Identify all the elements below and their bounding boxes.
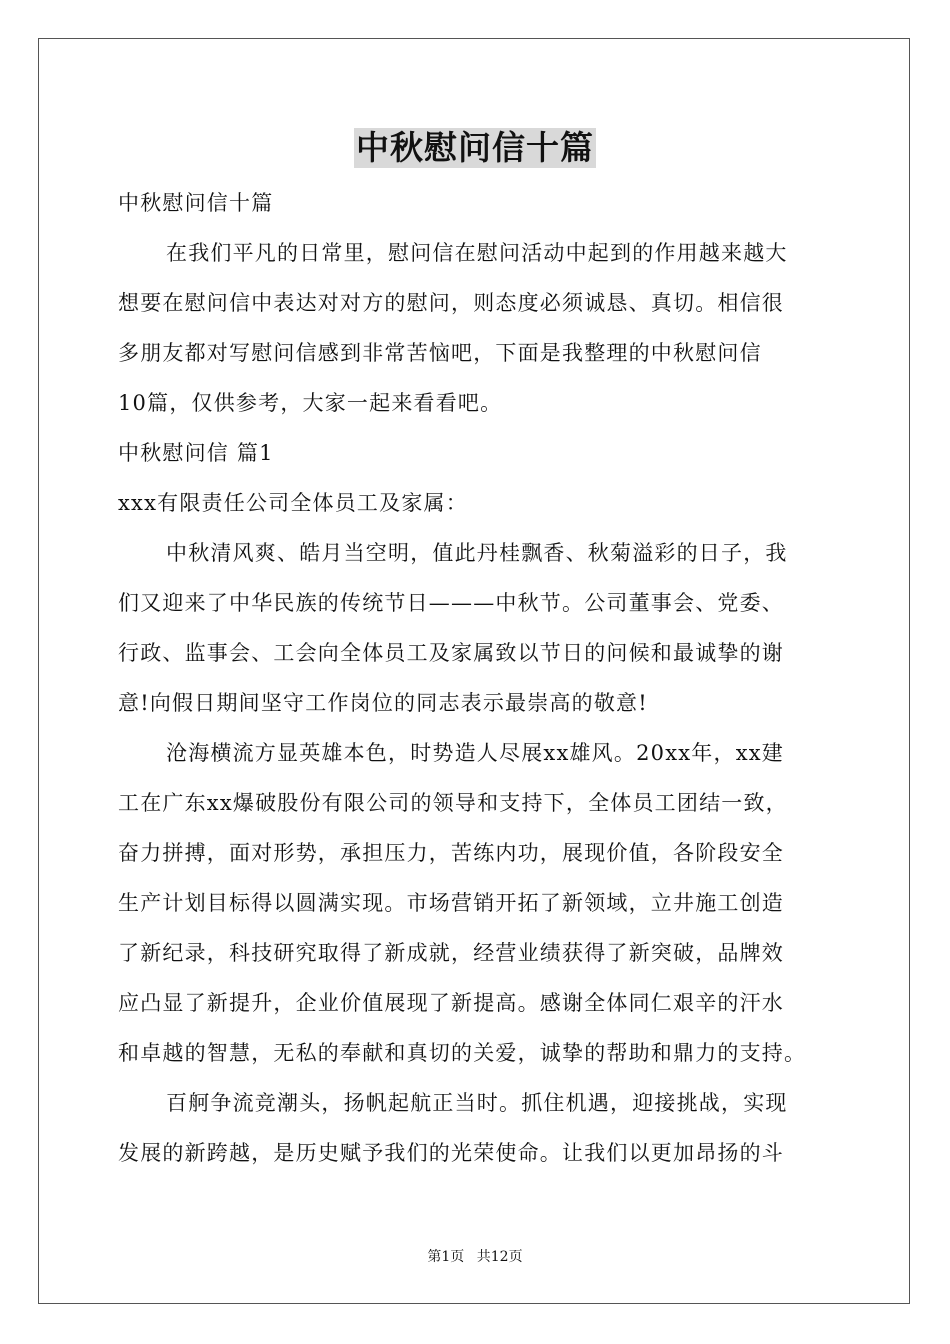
text-line: 发展的新跨越，是历史赋予我们的光荣使命。让我们以更加昂扬的斗 — [118, 1141, 784, 1165]
document-body — [118, 178, 836, 1178]
text-line: 在我们平凡的日常里，慰问信在慰问活动中起到的作用越来越大 — [166, 241, 788, 265]
text-line: 百舸争流竞潮头，扬帆起航正当时。抓住机遇，迎接挑战，实现 — [166, 1091, 788, 1115]
text-line: 生产计划目标得以圆满实现。市场营销开拓了新领域，立井施工创造 — [118, 891, 784, 915]
page-number: 第1页 — [427, 1249, 465, 1265]
page-total: 共12页 — [476, 1249, 523, 1265]
text-line: 中秋慰问信十篇 — [118, 191, 274, 215]
text-line: 沧海横流方显英雄本色，时势造人尽展xx雄风。20xx年，xx建 — [166, 741, 784, 765]
text-line: 想要在慰问信中表达对对方的慰问，则态度必须诚恳、真切。相信很 — [118, 291, 784, 315]
text-line: 中秋慰问信 篇1 — [118, 441, 274, 465]
text-line: 10篇，仅供参考，大家一起来看看吧。 — [118, 391, 503, 415]
text-line: 多朋友都对写慰问信感到非常苦恼吧，下面是我整理的中秋慰问信 — [118, 341, 762, 365]
text-line: 中秋清风爽、皓月当空明，值此丹桂飘香、秋菊溢彩的日子，我 — [166, 541, 788, 565]
text-line: 们又迎来了中华民族的传统节日———中秋节。公司董事会、党委、 — [118, 591, 784, 615]
text-line: 工在广东xx爆破股份有限公司的领导和支持下，全体员工团结一致， — [118, 791, 788, 815]
text-line: xxx有限责任公司全体员工及家属： — [118, 491, 468, 515]
title-container — [0, 128, 950, 168]
page-footer — [0, 1248, 950, 1266]
document-title: 中秋慰问信十篇 — [356, 128, 594, 167]
text-line: 奋力拼搏，面对形势，承担压力，苦练内功，展现价值，各阶段安全 — [118, 841, 784, 865]
text-line: 意!向假日期间坚守工作岗位的同志表示最崇高的敬意! — [118, 691, 648, 715]
text-line: 和卓越的智慧，无私的奉献和真切的关爱，诚挚的帮助和鼎力的支持。 — [118, 1041, 807, 1065]
text-line: 应凸显了新提升，企业价值展现了新提高。感谢全体同仁艰辛的汗水 — [118, 991, 784, 1015]
text-line: 了新纪录，科技研究取得了新成就，经营业绩获得了新突破，品牌效 — [118, 941, 784, 965]
text-line: 行政、监事会、工会向全体员工及家属致以节日的问候和最诚挚的谢 — [118, 641, 784, 665]
